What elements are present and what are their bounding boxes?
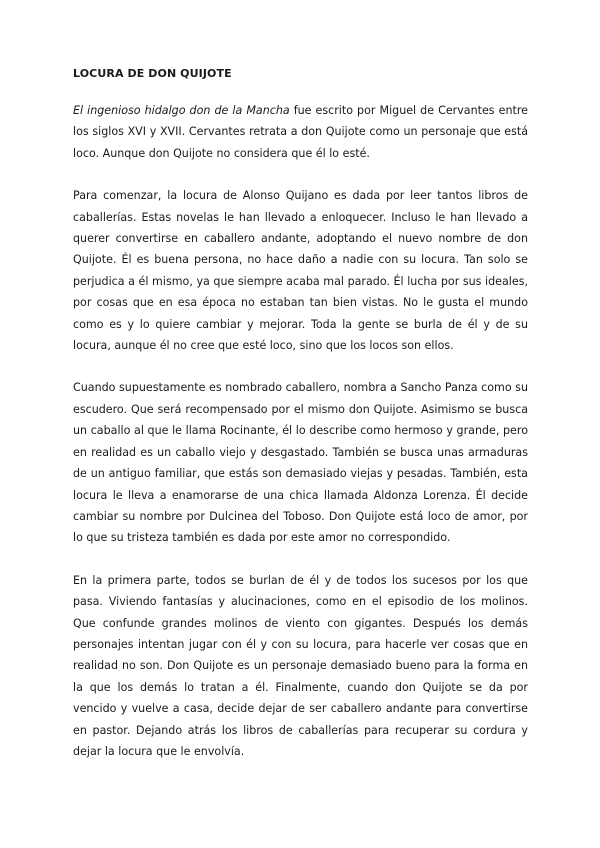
document-page [73,66,528,783]
intro-paragraph [73,100,528,164]
document-title: LOCURA DE DON QUIJOTE [73,67,232,80]
paragraph-3: En la primera parte, todos se burlan de él y de todos los sucesos por los que pasa. Viviendo fantasías y alucinaciones, como en el episodio de los molinos. Que confunde grandes molinos de viento con gigantes. Después los demás personajes intentan jugar con él y con su locura, para hacerle ver cosas que en realidad no son. Don Quijote es un personaje demasiado bueno para la forma en la que los demás lo tratan a él. Finalmente, cuando don Quijote se da por vencido y vuelve a casa, decide dejar de ser caballero andante para convertirse en pastor. Dejando atrás los libros de caballerías para recuperar su cordura y dejar la locura que le envolvía. [73,573,528,758]
intro-text: fue escrito por Miguel de Cervantes entre los siglos XVI y XVII. Cervantes retrata a don Quijote como un personaje que está loco. Aunque don Quijote no considera que él lo esté. [73,104,528,160]
paragraph-1: Para comenzar, la locura de Alonso Quijano es dada por leer tantos libros de caballerías. Estas novelas le han llevado a enloquecer. Incluso le han llevado a querer convertirse en caballero andante, adoptando el nuevo nombre de don Quijote. Él es buena persona, no hace daño a nadie con su locura. Tan solo se perjudica a él mismo, ya que siempre acaba mal parado. Él lucha por sus ideales, por cosas que en esa época no estaban tan bien vistas. No le gusta el mundo como es y lo quiere cambiar y mejorar. Toda la gente se burla de él y de su locura, aunque él no cree que esté loco, sino que los locos son ellos. [73,189,528,353]
book-title: El ingenioso hidalgo don de la Mancha [73,104,290,117]
paragraph-2: Cuando supuestamente es nombrado caballero, nombra a Sancho Panza como su escudero. Que será recompensado por el mismo don Quijote. Asimismo se busca un caballo al que le llama Rocinante, él lo describe como hermoso y grande, pero en realidad es un caballo viejo y desgastado. También se busca unas armaduras de un antiguo familiar, que estás son demasiado viejas y pesadas. También, esta locura le lleva a enamorarse de una chica llamada Aldonza Lorenza. Él decide cambiar su nombre por Dulcinea del Toboso. Don Quijote está loco de amor, por lo que su tristeza también es dada por este amor no correspondido. [73,381,528,545]
